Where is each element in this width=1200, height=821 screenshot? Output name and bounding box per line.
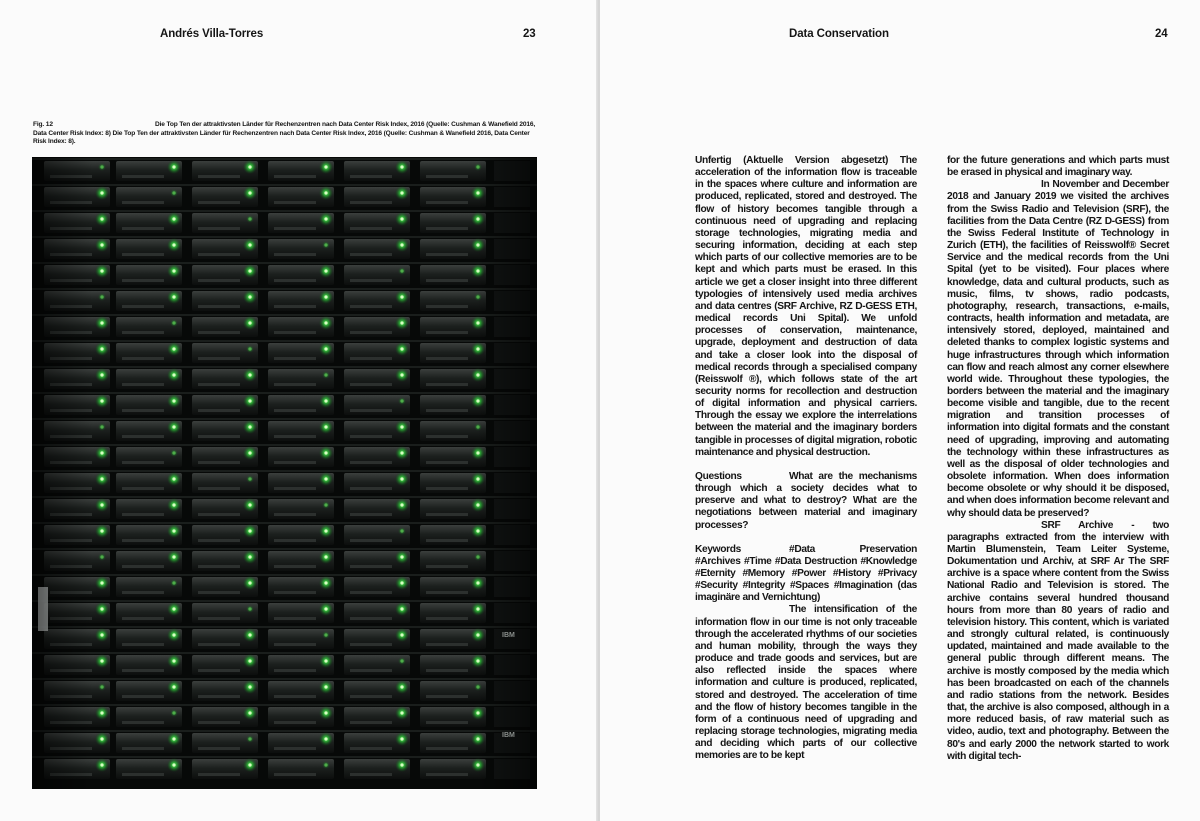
figure-caption-text: Die Top Ten der attraktivsten Länder für Rechenzentren nach Data Center Risk Index, 2016 (Quelle: Cushman & Wanefield 2016, Data Center Risk Index: 8) Die Top Ten der attraktivsten Länder für Rechenzentren nach Data Center Risk Index, 2016 (Quelle: Cushman & Wanefield 2016, Data Center Risk Index: 8).	[33, 121, 536, 146]
keywords-text: #Data Preservation #Archives #Time #Data Destruction #Knowledge #Eternity #Memory #Power #History #Privacy #Security #Integrity #Spaces #Imagination (das imaginäre and Vernichtung)	[695, 543, 917, 604]
running-header-author: Andrés Villa-Torres	[160, 28, 264, 40]
right-page	[600, 0, 1200, 821]
page-number-left: 23	[523, 28, 536, 40]
visit-paragraph	[947, 179, 1169, 519]
text-column-2	[947, 155, 1169, 763]
srf-text: SRF Archive - two paragraphs extracted from the interview with Martin Blumenstein, Team Leiter Systeme, Dokumentation und Archiv, at SRF Ar The SRF archive is a space where content from the Swiss National Radio and Television is stored. The archive contains several hundred thousand hours from more than 80 years of radio and television history. This content, which is variated and strongly cultural related, is continuously updated, maintained and made available to the general public through different means. The archive is mostly composed by the media which has been broadcasted on each of the channels and radio stations from the network. Besides that, the archive is also composed, although in a more reduced basis, of raw material such as video, audio, text and photography. Between the 80's and early 2000 the network started to work with digital tech-	[947, 519, 1169, 762]
body-text: The intensification of the information flow in our time is not only traceable through the accelerated rhythms of our societies and human mobility, through the ways they produce and trade goods and services, but are also reflected inside the spaces where information and culture is produced, replicated, stored and destroyed. The acceleration of time and the flow of history becomes tangible in the form of a continuous need of upgrading and replacing storage technologies, migrating media and deciding which parts of our collective memories are to be kept	[695, 604, 917, 762]
left-page	[0, 0, 598, 821]
keywords-label: Keywords	[695, 543, 741, 555]
visit-text: In November and December 2018 and January 2019 we visited the archives from the Swiss Radio and Television (SRF), the facilities from the Data Centre (RZ D-GESS) from the Swiss Federal Institute of Technology in Zurich (ETH), the facilities of Reisswolf® Secret Service and the medical records from the Uni Spital (yet to be visited). Four places where knowledge, data and cultural products, such as music, films, tv shows, radio podcasts, photography, research, transactions, e-mails, contracts, health information and metadata, are intensively stored, deployed, maintained and deleted thanks to complex logistic systems and huge infrastructures through which information can flow and reach almost any corner elsewhere world wide. Throughout these typologies, the borders between the material and the imaginary become visible and tangible, due to the recent migration and transition processes of information into digital formats and the constant need of upgrading, improving and automating the technology within these infrastructures as well as the disposal of older technologies and obsolete information. When does information become obsolete or why should it be disposed, and when does information become relevant and why should data be preserved?	[947, 179, 1169, 519]
running-header-title: Data Conservation	[789, 28, 889, 40]
server-rack-image	[32, 157, 537, 789]
questions-text: What are the mechanisms through which a society decides what to preserve and what to destroy? What are the negotiations between material and imaginary processes?	[695, 470, 917, 531]
body-paragraph	[695, 604, 917, 762]
keywords-paragraph	[695, 544, 917, 605]
questions-label: Questions	[695, 470, 742, 482]
intro-paragraph: Unfertig (Aktuelle Version abgesetzt) The acceleration of the information flow is traceable in the spaces where culture and information are produced, replicated, stored and destroyed. The flow of history becomes tangible through a continuous need of upgrading and replacing storage technologies, migrating media and securing information, deciding at each step which parts of our collective memories are to be kept and which parts must be erased. In this article we get a closer insight into three different typologies of intensively used media archives and data centres (SRF Archive, RZ D-GESS ETH, medical records Uni Spital). We unfold processes of conservation, maintenance, upgrade, deployment and destruction of data and take a closer look into the disposal of medical records through a specialised company (Reisswolf ®), which follows state of the art security norms for recollection and destruction of digital information and physical carriers. Through the essay we explore the interrelations between the material and the imaginary borders tangible in processes of digital migration, robotic maintenance and physical destruction.	[695, 155, 917, 458]
continuation-paragraph: for the future generations and which parts must be erased in physical and imaginary way.	[947, 155, 1169, 179]
ibm-label-2: IBM	[502, 732, 515, 739]
figure-caption	[33, 121, 538, 147]
server-rack-photo	[32, 157, 537, 789]
figure-label: Fig. 12	[33, 121, 53, 128]
srf-paragraph	[947, 520, 1169, 763]
questions-paragraph	[695, 471, 917, 532]
page-number-right: 24	[1155, 28, 1168, 40]
ibm-label-1: IBM	[502, 632, 515, 639]
text-column-1	[695, 155, 917, 763]
